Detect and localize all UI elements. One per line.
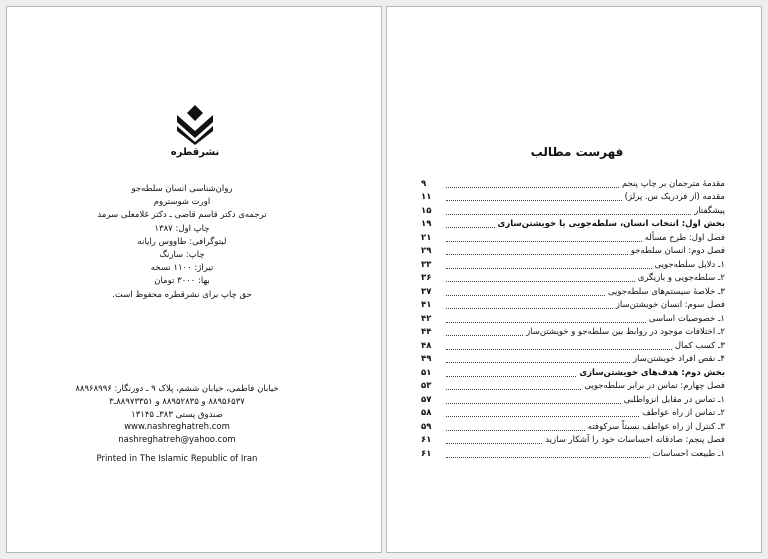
toc-entry-page: ۴۸ <box>421 340 432 351</box>
toc-leader-dots <box>446 186 619 188</box>
toc-entry-page: ۱۵ <box>421 205 432 216</box>
toc-entry-title: بخش اول: انتخاب انسان، سلطه‌جویی یا خویشتن‌سازی <box>497 219 725 230</box>
toc-entry <box>421 393 725 407</box>
price: بها: ۳۰۰۰ تومان <box>154 276 210 287</box>
toc-entry-page: ۶۱ <box>421 448 432 459</box>
lithography: لیتوگرافی: طاووس رایانه <box>137 236 227 247</box>
toc-leader-dots <box>446 294 605 296</box>
toc-entry <box>421 312 725 326</box>
toc-entry <box>421 420 725 434</box>
toc-entry <box>421 407 725 421</box>
toc-entry-title: ۱ـ تماس در مقابل انزواطلبی <box>623 394 725 405</box>
toc-entry-title: فصل دوم: انسان سلطه‌جو <box>630 246 725 257</box>
toc-entry <box>421 285 725 299</box>
toc-entry-title: فصل چهارم: تماس در برابر سلطه‌جویی <box>584 381 725 392</box>
publisher-logo <box>173 105 217 145</box>
toc-entry-page: ۵۷ <box>421 394 432 405</box>
toc-leader-dots <box>446 280 635 282</box>
toc-leader-dots <box>446 307 613 309</box>
toc-entry <box>421 326 725 340</box>
toc-entry-title: ۱ـ دلایل سلطه‌جویی <box>654 259 725 270</box>
printer: چاپ: سارنگ <box>159 250 205 261</box>
author: اورت شوستروم <box>153 197 211 208</box>
toc-entry-title: ۳ـ کسب کمال <box>674 340 725 351</box>
left-page <box>6 6 382 553</box>
toc-entry-page: ۳۶ <box>421 273 432 284</box>
toc-entry <box>421 366 725 380</box>
toc-entry-page: ۶۱ <box>421 435 432 446</box>
toc-entry-page: ۵۸ <box>421 408 432 419</box>
publisher-name: نشرقطره <box>170 147 220 158</box>
toc-entry-page: ۲۹ <box>421 246 432 257</box>
toc-entry-title: ۲ـ تماس از راه عواطف <box>642 408 725 419</box>
toc-entry <box>421 447 725 461</box>
toc-entry-page: ۳۷ <box>421 286 432 297</box>
print-run: تیراژ: ۱۱۰۰ نسخه <box>150 263 214 274</box>
po-box: صندوق پستی ۳۸۳ـ ۱۳۱۴۵ <box>131 409 223 420</box>
translators: ترجمه‌ی دکتر قاسم قاضی ـ دکتر غلامعلی سرمد <box>97 210 267 221</box>
toc-entry-page: ۲۱ <box>421 232 432 243</box>
toc-leader-dots <box>446 334 523 336</box>
toc-entry-title: ۱ـ خصوصیات اساسی <box>648 313 725 324</box>
table-of-contents <box>421 177 725 461</box>
toc-leader-dots <box>446 348 672 350</box>
toc-leader-dots <box>446 375 576 377</box>
toc-entry <box>421 204 725 218</box>
right-page <box>386 6 762 553</box>
toc-entry <box>421 218 725 232</box>
phone-line: ۸۸۹۵۶۵۳۷ و ۸۸۹۵۲۸۳۵ و ۸۸۹۷۳۳۵۱ـ۳ <box>109 396 245 407</box>
toc-leader-dots <box>446 456 650 458</box>
toc-title: فهرست مطالب <box>530 145 624 159</box>
toc-entry <box>421 339 725 353</box>
address-line: خیابان فاطمی، خیابان ششم، پلاک ۹ ـ دورنگار: ۸۸۹۶۸۹۹۶ <box>75 384 279 394</box>
toc-leader-dots <box>446 415 639 417</box>
toc-entry-title: ۳ـ خلاصهٔ سیستم‌های سلطه‌جویی <box>607 286 725 297</box>
toc-entry <box>421 299 725 313</box>
toc-entry <box>421 434 725 448</box>
toc-entry-title: ۲ـ اختلافات موجود در روابط بین سلطه‌جو و خویشتن‌ساز <box>526 327 725 338</box>
toc-entry-page: ۴۲ <box>421 313 432 324</box>
toc-entry-title: فصل سوم: انسان خویشتن‌ساز <box>615 300 725 311</box>
toc-leader-dots <box>446 361 630 363</box>
toc-leader-dots <box>446 226 495 228</box>
toc-entry <box>421 380 725 394</box>
toc-entry <box>421 353 725 367</box>
toc-entry-page: ۹ <box>421 178 427 189</box>
copyright: حق چاپ برای نشرقطره محفوظ است. <box>112 289 252 300</box>
toc-entry-page: ۵۱ <box>421 367 432 378</box>
toc-leader-dots <box>446 321 646 323</box>
toc-leader-dots <box>446 429 585 431</box>
toc-entry-page: ۴۴ <box>421 327 432 338</box>
toc-entry <box>421 245 725 259</box>
credits-block <box>47 183 317 302</box>
toc-entry-title: مقدمهٔ مترجمان بر چاپ پنجم <box>621 178 725 189</box>
toc-entry-page: ۳۳ <box>421 259 432 270</box>
edition: چاپ اول: ۱۳۸۷ <box>154 223 210 234</box>
toc-entry <box>421 231 725 245</box>
toc-leader-dots <box>446 267 652 269</box>
toc-entry-title: ۲ـ سلطه‌جویی و بازیگری <box>637 273 725 284</box>
toc-leader-dots <box>446 240 642 242</box>
toc-entry-title: فصل اول: طرح مسأله <box>644 232 725 243</box>
printed-in: Printed in The Islamic Republic of Iran <box>96 453 258 464</box>
toc-leader-dots <box>446 402 621 404</box>
toc-entry-page: ۱۱ <box>421 192 432 203</box>
toc-leader-dots <box>446 388 581 390</box>
toc-leader-dots <box>446 253 628 255</box>
toc-entry <box>421 258 725 272</box>
toc-entry-page: ۵۹ <box>421 421 432 432</box>
email-link[interactable]: nashreghatreh@yahoo.com <box>118 435 236 446</box>
toc-entry-title: ۴ـ نقص افراد خویشتن‌ساز <box>633 354 725 365</box>
toc-entry <box>421 191 725 205</box>
toc-entry-page: ۴۱ <box>421 300 432 311</box>
toc-leader-dots <box>446 213 691 215</box>
drop-chevrons-icon <box>173 105 217 145</box>
toc-entry-title: ۳ـ کنترل از راه عواطف نسبتاً سرکوفته <box>587 421 725 432</box>
toc-entry <box>421 272 725 286</box>
toc-entry-page: ۴۹ <box>421 354 432 365</box>
toc-entry-title: پیشگفتار <box>694 205 725 216</box>
toc-entry-page: ۵۳ <box>421 381 432 392</box>
toc-entry-title: بخش دوم: هدف‌های خویشتن‌سازی <box>579 367 725 378</box>
book-title: روان‌شناسی انسان سلطه‌جو <box>131 184 233 194</box>
website-link[interactable]: www.nashreghatreh.com <box>124 422 230 433</box>
toc-entry-title: فصل پنجم: صادقانه احساسات خود را آشکار سازید <box>545 435 725 446</box>
toc-entry-title: ۱ـ طبیعت احساسات <box>652 448 725 459</box>
toc-entry-title: مقدمه (از فردریک س. پرلز) <box>624 192 725 203</box>
toc-leader-dots <box>446 442 542 444</box>
toc-entry-page: ۱۹ <box>421 219 432 230</box>
address-block <box>27 383 327 466</box>
toc-leader-dots <box>446 199 622 201</box>
toc-entry <box>421 177 725 191</box>
